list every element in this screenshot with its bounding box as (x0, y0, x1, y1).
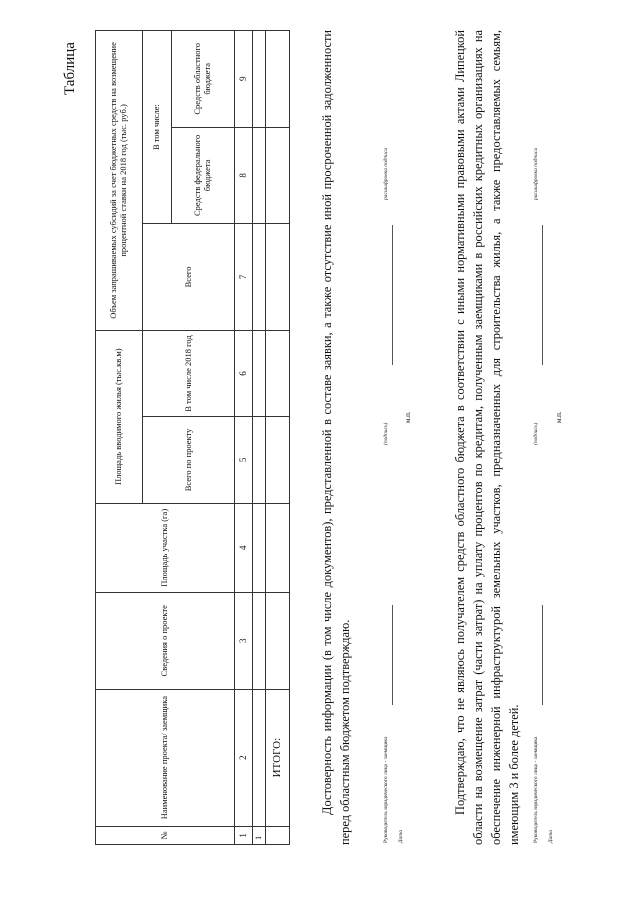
header-subsidy-total: Всего (143, 224, 235, 331)
date-label-2: Дата (548, 829, 554, 843)
header-num: № (96, 826, 235, 844)
header-subsidy-incl: В том числе: (143, 31, 172, 224)
total-row (266, 31, 290, 845)
column-number: 1 (235, 826, 253, 844)
sign-label-1: (подпись) (383, 422, 389, 445)
table-cell (266, 593, 290, 690)
table-cell (266, 127, 290, 224)
column-number: 4 (235, 503, 253, 592)
header-subsidy-federal: Средств федерального бюджета (172, 127, 235, 224)
subsidy-table (95, 30, 290, 845)
row-marker: 1 (253, 826, 266, 844)
total-label: ИТОГО: (266, 689, 290, 826)
header-area: Площадь участка (га) (96, 503, 235, 592)
confirmation-paragraph-2 (451, 30, 523, 845)
table-cell (253, 593, 266, 690)
signature-line (542, 605, 543, 705)
table-title: Таблица (62, 42, 78, 95)
decode-label-2: расшифровка подписи (533, 147, 539, 200)
table-cell (266, 330, 290, 416)
column-number: 9 (235, 31, 253, 128)
head-label-1: Руководитель юридического лица - заемщика (383, 736, 389, 843)
column-number: 3 (235, 593, 253, 690)
header-info: Сведения о проекте (96, 593, 235, 690)
table-cell (266, 826, 290, 844)
header-housing-group: Площадь вводимого жилья (тыс.кв.м) (96, 330, 143, 503)
date-label-1: Дата (398, 829, 404, 843)
signature-line (542, 225, 543, 365)
table-row (253, 31, 266, 845)
column-number: 5 (235, 417, 253, 503)
table-cell (253, 224, 266, 331)
header-name: Наименование проекта/ заемщика (96, 689, 235, 826)
table-cell (253, 127, 266, 224)
column-numbers-row (235, 31, 253, 845)
head-label-2: Руководитель юридического лица - заемщика (533, 736, 539, 843)
table-cell (253, 417, 266, 503)
paragraph-text: Достоверность информации (в том числе документов), представленной в составе заявки, а также отсутствие иной просроченной задолженности перед областным бюджетом подтверждаю. (320, 30, 352, 845)
sign-label-2: (подпись) (533, 422, 539, 445)
stamp-label-1: м.п. (404, 411, 412, 423)
table-cell (266, 31, 290, 128)
paragraph-text: Подтверждаю, что не являюсь получателем средств областного бюджета в соответствии с иными нормативными правовыми актами Липецкой области на возмещение затрат (части затрат) на уплату процентов по кредитам, полученным заемщиками в российских кредитных организациях на обеспечение инженерной инфраструктурой земельных участков, предназначенных для строительства жилья, а также предоставляемых семьям, имеющим 3 и более детей. (453, 30, 521, 845)
table-cell (266, 503, 290, 592)
table-cell (266, 417, 290, 503)
table-cell (253, 689, 266, 826)
signature-line (392, 605, 393, 705)
table-cell (253, 31, 266, 128)
header-subsidy-group: Объем запрашиваемых субсидий за счет бюджетных средств на возмещение процентной ставки на 2018 год (тыс. руб.) (96, 31, 143, 331)
header-housing-total: Всего по проекту (143, 417, 235, 503)
column-number: 2 (235, 689, 253, 826)
table-cell (253, 503, 266, 592)
confirmation-paragraph-1 (318, 30, 354, 845)
column-number: 7 (235, 224, 253, 331)
column-number: 6 (235, 330, 253, 416)
stamp-label-2: м.п. (555, 411, 563, 423)
table-cell (253, 330, 266, 416)
decode-label-1: расшифровка подписи (383, 147, 389, 200)
signature-line (392, 225, 393, 365)
column-number: 8 (235, 127, 253, 224)
header-subsidy-regional: Средств областного бюджета (172, 31, 235, 128)
table-cell (266, 224, 290, 331)
header-housing-2018: В том числе 2018 год (143, 330, 235, 416)
